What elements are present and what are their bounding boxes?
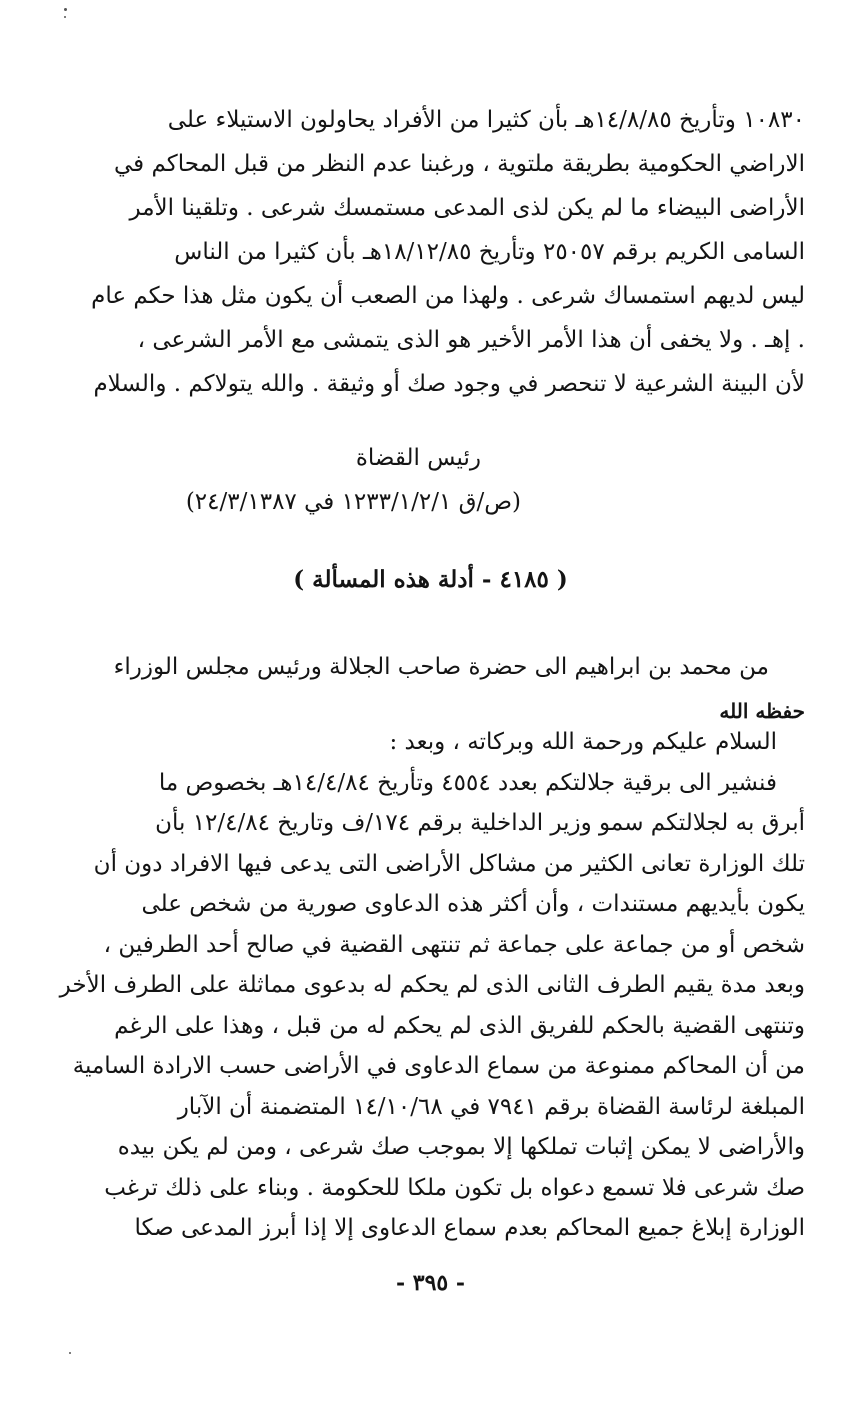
text-line: وبعد مدة يقيم الطرف الثانى الذى لم يحكم له بدعوى مماثلة على الطرف الأخر: [59, 972, 805, 998]
signature-reference: (ص/ق ١٢٣٣/١/٢/١ في ٢٤/٣/١٣٨٧): [185, 489, 521, 515]
text-line: وتنتهى القضية بالحكم للفريق الذى لم يحكم له من قبل ، وهذا على الرغم: [114, 1012, 805, 1039]
scan-speck: [64, 8, 67, 11]
paragraph-continuation: [91, 98, 805, 406]
text-line: فنشير الى برقية جلالتكم بعدد ٤٥٥٤ وتأريخ ١٤/٤/٨٤هـ بخصوص ما: [158, 769, 777, 796]
text-line: السامى الكريم برقم ٢٥٠٥٧ وتأريخ ١٨/١٢/٨٥هـ بأن كثيرا من الناس: [174, 239, 805, 265]
letter-body: [59, 722, 805, 1249]
letter-address: [113, 645, 805, 733]
text-line: من أن المحاكم ممنوعة من سماع الدعاوى في الأراضى حسب الارادة السامية: [72, 1053, 805, 1079]
text-line: الأراضى البيضاء ما لم يكن لذى المدعى مستمسك شرعى . وتلقينا الأمر: [129, 195, 805, 221]
page-number: - ٣٩٥ -: [395, 1270, 466, 1296]
text-line: . إهـ . ولا يخفى أن هذا الأمر الأخير هو الذى يتمشى مع الأمر الشرعى ،: [137, 327, 805, 353]
letter-blessing: حفظه الله: [719, 699, 805, 723]
text-line: صك شرعى فلا تسمع دعواه بل تكون ملكا للحكومة . وبناء على ذلك ترغب: [104, 1174, 805, 1201]
scan-speck: [69, 1352, 71, 1354]
signature-title: رئيس القضاة: [355, 445, 481, 471]
salutation-line: السلام عليكم ورحمة الله وبركاته ، وبعد :: [389, 729, 777, 755]
scan-speck: [64, 16, 66, 18]
text-line: تلك الوزارة تعانى الكثير من مشاكل الأراضى التى يدعى فيها الافراد دون أن: [93, 850, 805, 877]
signature-block: [186, 436, 521, 524]
section-heading: ( ٤١٨٥ - أدلة هذه المسألة ): [293, 566, 568, 593]
text-line: أبرق به لجلالتكم سمو وزير الداخلية برقم ١٧٤/ف وتاريخ ١٢/٤/٨٤ بأن: [155, 810, 805, 836]
text-line: لأن البينة الشرعية لا تنحصر في وجود صك أو وثيقة . والله يتولاكم . والسلام: [93, 371, 805, 397]
text-line: المبلغة لرئاسة القضاة برقم ٧٩٤١ في ١٤/١٠/٦٨ المتضمنة أن الآبار: [177, 1093, 805, 1120]
text-line: شخص أو من جماعة على جماعة ثم تنتهى القضية في صالح أحد الطرفين ،: [103, 931, 805, 958]
text-line: ليس لديهم استمساك شرعى . ولهذا من الصعب أن يكون مثل هذا حكم عام: [91, 283, 805, 309]
text-line: الوزارة إبلاغ جميع المحاكم بعدم سماع الدعاوى إلا إذا أبرز المدعى صكا: [134, 1215, 805, 1241]
letter-opening: من محمد بن ابراهيم الى حضرة صاحب الجلالة ورئيس مجلس الوزراء: [113, 654, 769, 680]
text-line: الاراضي الحكومية بطريقة ملتوية ، ورغبنا عدم النظر من قبل المحاكم في: [114, 151, 805, 177]
text-line: ١٠٨٣٠ وتأريخ ١٤/٨/٨٥هـ بأن كثيرا من الأفراد يحاولون الاستيلاء على: [167, 107, 805, 133]
text-line: والأراضى لا يمكن إثبات تملكها إلا بموجب صك شرعى ، ومن لم يكن بيده: [117, 1134, 805, 1160]
text-line: يكون بأيديهم مستندات ، وأن أكثر هذه الدعاوى صورية من شخص على: [141, 891, 805, 917]
